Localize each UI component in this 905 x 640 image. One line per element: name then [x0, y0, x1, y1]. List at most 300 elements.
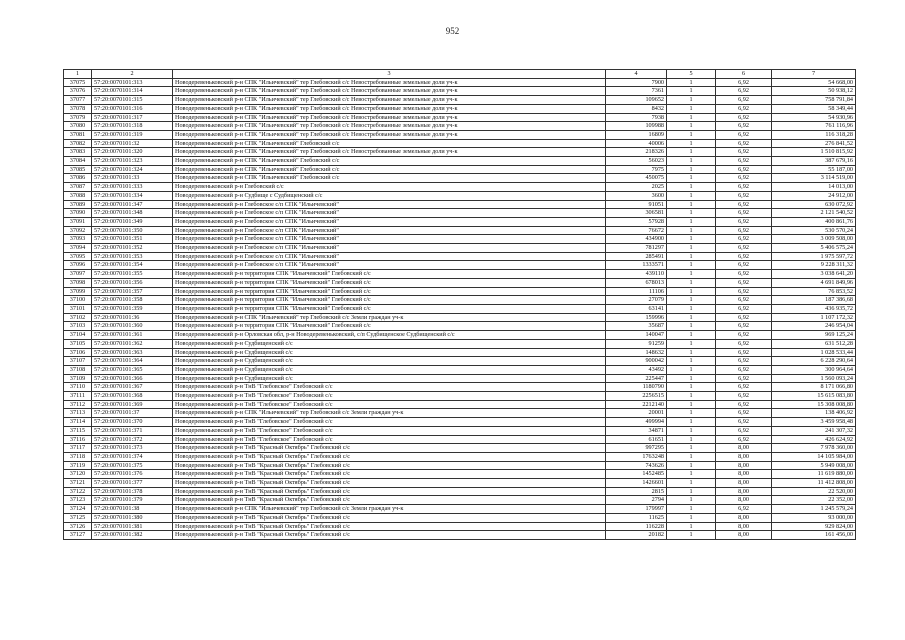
table-row: [64, 513, 856, 522]
row-number-cell: 37097: [64, 270, 92, 279]
cadastral-number-cell: 57:20:0070101:314: [92, 87, 173, 96]
area-cell: 16809: [606, 130, 667, 139]
table-row: [64, 313, 856, 322]
table-row: [64, 217, 856, 226]
cadastral-number-cell: 57:20:0070101:368: [92, 392, 173, 401]
share-cell: 1: [667, 374, 716, 383]
row-number-cell: 37087: [64, 183, 92, 192]
area-cell: 11106: [606, 287, 667, 296]
cadastral-number-cell: 57:20:0070101:324: [92, 165, 173, 174]
share-cell: 1: [667, 348, 716, 357]
cadastral-number-cell: 57:20:0070101:369: [92, 400, 173, 409]
value-cell: 246 954,04: [772, 322, 856, 331]
row-number-cell: 37093: [64, 235, 92, 244]
row-number-cell: 37116: [64, 435, 92, 444]
value-cell: 969 125,24: [772, 331, 856, 340]
rate-cell: 8,00: [716, 487, 772, 496]
cadastral-number-cell: 57:20:0070101:323: [92, 157, 173, 166]
value-cell: 276 841,52: [772, 139, 856, 148]
table-row: [64, 322, 856, 331]
area-cell: 781297: [606, 244, 667, 253]
value-cell: 1 107 172,32: [772, 313, 856, 322]
cadastral-number-cell: 57:20:0070101:356: [92, 278, 173, 287]
column-number-header: 5: [667, 70, 716, 79]
area-cell: 900042: [606, 357, 667, 366]
share-cell: 1: [667, 104, 716, 113]
value-cell: 5 406 575,24: [772, 244, 856, 253]
address-cell: Новодеревеньковский р-н ТнВ "Красный Октябрь" Глебовский с/с: [173, 487, 606, 496]
value-cell: 93 000,00: [772, 513, 856, 522]
table-row: [64, 331, 856, 340]
table-row: [64, 479, 856, 488]
row-number-cell: 37113: [64, 409, 92, 418]
share-cell: 1: [667, 252, 716, 261]
table-row: [64, 452, 856, 461]
value-cell: 1 510 815,92: [772, 148, 856, 157]
address-cell: Новодеревеньковский р-н Глебовский с/с: [173, 183, 606, 192]
rate-cell: 6,92: [716, 348, 772, 357]
table-row: [64, 261, 856, 270]
cadastral-number-cell: 57:20:0070101:313: [92, 78, 173, 87]
table-row: [64, 444, 856, 453]
row-number-cell: 37098: [64, 278, 92, 287]
cadastral-number-cell: 57:20:0070101:367: [92, 383, 173, 392]
column-number-row: [64, 70, 856, 79]
address-cell: Новодеревеньковский р-н СПК "Ильичевский" тер Глебовский с/с Земли граждан уч-к: [173, 313, 606, 322]
table-row: [64, 496, 856, 505]
address-cell: Новодеревеньковский р-н ТнВ "Глебовское" Глебовский с/с: [173, 435, 606, 444]
table-row: [64, 531, 856, 540]
address-cell: Новодеревеньковский р-н СПК "Ильичевский" тер Глебовский с/с Земли граждан уч-к: [173, 505, 606, 514]
row-number-cell: 37091: [64, 217, 92, 226]
row-number-cell: 37089: [64, 200, 92, 209]
share-cell: 1: [667, 96, 716, 105]
share-cell: 1: [667, 479, 716, 488]
value-cell: 4 691 849,96: [772, 278, 856, 287]
area-cell: 109652: [606, 96, 667, 105]
column-number-header: 6: [716, 70, 772, 79]
share-cell: 1: [667, 418, 716, 427]
table-row: [64, 357, 856, 366]
area-cell: 35687: [606, 322, 667, 331]
row-number-cell: 37115: [64, 426, 92, 435]
table-row: [64, 78, 856, 87]
table-row: [64, 165, 856, 174]
share-cell: 1: [667, 209, 716, 218]
rate-cell: 6,92: [716, 113, 772, 122]
row-number-cell: 37123: [64, 496, 92, 505]
rate-cell: 6,92: [716, 209, 772, 218]
value-cell: 14 105 984,00: [772, 452, 856, 461]
value-cell: 24 912,00: [772, 191, 856, 200]
column-number-header: 3: [173, 70, 606, 79]
area-cell: 27079: [606, 296, 667, 305]
area-cell: 91259: [606, 339, 667, 348]
cadastral-number-cell: 57:20:0070101:364: [92, 357, 173, 366]
area-cell: 225447: [606, 374, 667, 383]
row-number-cell: 37102: [64, 313, 92, 322]
address-cell: Новодеревеньковский р-н территория СПК "Ильичевский" Глебовский с/с: [173, 287, 606, 296]
area-cell: 1180790: [606, 383, 667, 392]
address-cell: Новодеревеньковский р-н Глебовское с/п СПК "Ильичевский": [173, 209, 606, 218]
share-cell: 1: [667, 452, 716, 461]
rate-cell: 6,92: [716, 374, 772, 383]
value-cell: 300 964,64: [772, 365, 856, 374]
row-number-cell: 37096: [64, 261, 92, 270]
area-cell: 2025: [606, 183, 667, 192]
table-row: [64, 191, 856, 200]
area-cell: 8432: [606, 104, 667, 113]
rate-cell: 6,92: [716, 313, 772, 322]
row-number-cell: 37092: [64, 226, 92, 235]
row-number-cell: 37103: [64, 322, 92, 331]
row-number-cell: 37080: [64, 122, 92, 131]
share-cell: 1: [667, 470, 716, 479]
area-cell: 20182: [606, 531, 667, 540]
value-cell: 9 228 311,32: [772, 261, 856, 270]
share-cell: 1: [667, 531, 716, 540]
rate-cell: 6,92: [716, 104, 772, 113]
address-cell: Новодеревеньковский р-н ТнВ "Красный Октябрь" Глебовский с/с: [173, 479, 606, 488]
value-cell: 758 791,84: [772, 96, 856, 105]
share-cell: 1: [667, 339, 716, 348]
area-cell: 1452485: [606, 470, 667, 479]
rate-cell: 6,92: [716, 339, 772, 348]
rate-cell: 8,00: [716, 444, 772, 453]
value-cell: 426 624,92: [772, 435, 856, 444]
value-cell: 2 121 540,52: [772, 209, 856, 218]
share-cell: 1: [667, 426, 716, 435]
value-cell: 3 459 958,48: [772, 418, 856, 427]
value-cell: 15 615 083,80: [772, 392, 856, 401]
table-row: [64, 104, 856, 113]
value-cell: 187 386,68: [772, 296, 856, 305]
address-cell: Новодеревеньковский р-н Глебовское с/п СПК "Ильичевский": [173, 252, 606, 261]
table-row: [64, 174, 856, 183]
rate-cell: 6,92: [716, 183, 772, 192]
row-number-cell: 37106: [64, 348, 92, 357]
table-row: [64, 383, 856, 392]
cadastral-number-cell: 57:20:0070101:376: [92, 470, 173, 479]
area-cell: 2212140: [606, 400, 667, 409]
cadastral-number-cell: 57:20:0070101:379: [92, 496, 173, 505]
table-row: [64, 418, 856, 427]
value-cell: 3 009 508,00: [772, 235, 856, 244]
address-cell: Новодеревеньковский р-н ТнВ "Красный Октябрь" Глебовский с/с: [173, 461, 606, 470]
column-number-header: 2: [92, 70, 173, 79]
share-cell: 1: [667, 183, 716, 192]
address-cell: Новодеревеньковский р-н Судбищенский с/с: [173, 357, 606, 366]
rate-cell: 8,00: [716, 470, 772, 479]
area-cell: 285491: [606, 252, 667, 261]
rate-cell: 6,92: [716, 418, 772, 427]
share-cell: 1: [667, 113, 716, 122]
row-number-cell: 37112: [64, 400, 92, 409]
table-row: [64, 348, 856, 357]
table-row: [64, 287, 856, 296]
address-cell: Новодеревеньковский р-н СПК "Ильичевский" тер Глебовский с/с Земли граждан уч-к: [173, 409, 606, 418]
page-number: 952: [445, 26, 460, 36]
rate-cell: 8,00: [716, 452, 772, 461]
rate-cell: 6,92: [716, 130, 772, 139]
row-number-cell: 37125: [64, 513, 92, 522]
area-cell: 7361: [606, 87, 667, 96]
rate-cell: 6,92: [716, 331, 772, 340]
share-cell: 1: [667, 383, 716, 392]
row-number-cell: 37090: [64, 209, 92, 218]
area-cell: 20001: [606, 409, 667, 418]
share-cell: 1: [667, 505, 716, 514]
row-number-cell: 37118: [64, 452, 92, 461]
address-cell: Новодеревеньковский р-н ТнВ "Красный Октябрь" Глебовский с/с: [173, 522, 606, 531]
table-row: [64, 235, 856, 244]
cadastral-number-cell: 57:20:0070101:380: [92, 513, 173, 522]
table-row: [64, 296, 856, 305]
rate-cell: 8,00: [716, 522, 772, 531]
table-row: [64, 409, 856, 418]
row-number-cell: 37081: [64, 130, 92, 139]
address-cell: Новодеревеньковский р-н ТнВ "Красный Октябрь" Глебовский с/с: [173, 470, 606, 479]
row-number-cell: 37111: [64, 392, 92, 401]
rate-cell: 6,92: [716, 165, 772, 174]
cadastral-number-cell: 57:20:0070101:372: [92, 435, 173, 444]
area-cell: 11625: [606, 513, 667, 522]
share-cell: 1: [667, 157, 716, 166]
share-cell: 1: [667, 244, 716, 253]
share-cell: 1: [667, 122, 716, 131]
rate-cell: 6,92: [716, 287, 772, 296]
row-number-cell: 37114: [64, 418, 92, 427]
table-row: [64, 270, 856, 279]
table-row: [64, 461, 856, 470]
address-cell: Новодеревеньковский р-н ТнВ "Красный Октябрь" Глебовский с/с: [173, 513, 606, 522]
address-cell: Новодеревеньковский р-н Глебовское с/п СПК "Ильичевский": [173, 244, 606, 253]
cadastral-number-cell: 57:20:0070101:317: [92, 113, 173, 122]
rate-cell: 6,92: [716, 322, 772, 331]
cadastral-number-cell: 57:20:0070101:353: [92, 252, 173, 261]
rate-cell: 6,92: [716, 278, 772, 287]
value-cell: 400 861,76: [772, 217, 856, 226]
address-cell: Новодеревеньковский р-н СПК "Ильичевский" тер Глебовский с/с Невостребованные земельные доли уч-к: [173, 122, 606, 131]
cadastral-number-cell: 57:20:0070101:318: [92, 122, 173, 131]
row-number-cell: 37100: [64, 296, 92, 305]
row-number-cell: 37085: [64, 165, 92, 174]
share-cell: 1: [667, 217, 716, 226]
cadastral-number-cell: 57:20:0070101:36: [92, 313, 173, 322]
value-cell: 55 187,00: [772, 165, 856, 174]
value-cell: 15 308 008,80: [772, 400, 856, 409]
table-row: [64, 470, 856, 479]
cadastral-number-cell: 57:20:0070101:377: [92, 479, 173, 488]
address-cell: Новодеревеньковский р-н Глебовское с/п СПК "Ильичевский": [173, 235, 606, 244]
cadastral-number-cell: 57:20:0070101:315: [92, 96, 173, 105]
share-cell: 1: [667, 365, 716, 374]
rate-cell: 6,92: [716, 435, 772, 444]
table-row: [64, 139, 856, 148]
area-cell: 439110: [606, 270, 667, 279]
share-cell: 1: [667, 270, 716, 279]
share-cell: 1: [667, 226, 716, 235]
rate-cell: 6,92: [716, 200, 772, 209]
rate-cell: 6,92: [716, 304, 772, 313]
row-number-cell: 37124: [64, 505, 92, 514]
cadastral-number-cell: 57:20:0070101:360: [92, 322, 173, 331]
area-cell: 76672: [606, 226, 667, 235]
rate-cell: 6,92: [716, 409, 772, 418]
area-cell: 218326: [606, 148, 667, 157]
area-cell: 7938: [606, 113, 667, 122]
area-cell: 7975: [606, 165, 667, 174]
address-cell: Новодеревеньковский р-н ТнВ "Красный Октябрь" Глебовский с/с: [173, 444, 606, 453]
share-cell: 1: [667, 139, 716, 148]
address-cell: Новодеревеньковский р-н СПК "Ильичевский" тер Глебовский с/с Невостребованные земельные доли уч-к: [173, 87, 606, 96]
share-cell: 1: [667, 435, 716, 444]
area-cell: 179997: [606, 505, 667, 514]
row-number-cell: 37078: [64, 104, 92, 113]
cadastral-number-cell: 57:20:0070101:373: [92, 444, 173, 453]
value-cell: 1 028 533,44: [772, 348, 856, 357]
area-cell: 1763248: [606, 452, 667, 461]
table-body: [64, 78, 856, 539]
area-cell: 3600: [606, 191, 667, 200]
address-cell: Новодеревеньковский р-н ТнВ "Красный Октябрь" Глебовский с/с: [173, 496, 606, 505]
cadastral-number-cell: 57:20:0070101:358: [92, 296, 173, 305]
share-cell: 1: [667, 304, 716, 313]
share-cell: 1: [667, 392, 716, 401]
area-cell: 1333571: [606, 261, 667, 270]
cadastral-number-cell: 57:20:0070101:320: [92, 148, 173, 157]
cadastral-number-cell: 57:20:0070101:359: [92, 304, 173, 313]
address-cell: Новодеревеньковский р-н СПК "Ильичевский" Глебовский с/с: [173, 157, 606, 166]
value-cell: 436 935,72: [772, 304, 856, 313]
table-row: [64, 365, 856, 374]
row-number-cell: 37120: [64, 470, 92, 479]
cadastral-number-cell: 57:20:0070101:370: [92, 418, 173, 427]
row-number-cell: 37127: [64, 531, 92, 540]
area-cell: 1426601: [606, 479, 667, 488]
share-cell: 1: [667, 235, 716, 244]
column-number-header: 7: [772, 70, 856, 79]
table-row: [64, 339, 856, 348]
table-row: [64, 226, 856, 235]
value-cell: 50 938,12: [772, 87, 856, 96]
share-cell: 1: [667, 148, 716, 157]
table-row: [64, 426, 856, 435]
rate-cell: 6,92: [716, 296, 772, 305]
rate-cell: 6,92: [716, 235, 772, 244]
table-row: [64, 209, 856, 218]
table-row: [64, 157, 856, 166]
cadastral-number-cell: 57:20:0070101:375: [92, 461, 173, 470]
address-cell: Новодеревеньковский р-н территория СПК "Ильичевский" Глебовский с/с: [173, 322, 606, 331]
value-cell: 1 975 597,72: [772, 252, 856, 261]
value-cell: 116 318,28: [772, 130, 856, 139]
rate-cell: 6,92: [716, 261, 772, 270]
address-cell: Новодеревеньковский р-н Глебовское с/п СПК "Ильичевский": [173, 261, 606, 270]
address-cell: Новодеревеньковский р-н Судбищенский с/с: [173, 348, 606, 357]
table-row: [64, 200, 856, 209]
share-cell: 1: [667, 287, 716, 296]
table-row: [64, 400, 856, 409]
area-cell: 63141: [606, 304, 667, 313]
cadastral-number-cell: 57:20:0070101:374: [92, 452, 173, 461]
share-cell: 1: [667, 87, 716, 96]
share-cell: 1: [667, 444, 716, 453]
value-cell: 161 456,00: [772, 531, 856, 540]
cadastral-table-container: [63, 69, 856, 540]
cadastral-number-cell: 57:20:0070101:381: [92, 522, 173, 531]
rate-cell: 6,92: [716, 78, 772, 87]
rate-cell: 6,92: [716, 139, 772, 148]
area-cell: 997295: [606, 444, 667, 453]
value-cell: 14 013,00: [772, 183, 856, 192]
area-cell: 2794: [606, 496, 667, 505]
value-cell: 7 978 360,00: [772, 444, 856, 453]
row-number-cell: 37084: [64, 157, 92, 166]
column-number-header: 4: [606, 70, 667, 79]
rate-cell: 6,92: [716, 174, 772, 183]
value-cell: 3 038 641,20: [772, 270, 856, 279]
table-row: [64, 374, 856, 383]
value-cell: 630 072,92: [772, 200, 856, 209]
value-cell: 6 228 290,64: [772, 357, 856, 366]
table-row: [64, 244, 856, 253]
cadastral-number-cell: 57:20:0070101:350: [92, 226, 173, 235]
area-cell: 57928: [606, 217, 667, 226]
address-cell: Новодеревеньковский р-н территория СПК "Ильичевский" Глебовский с/с: [173, 270, 606, 279]
area-cell: 306581: [606, 209, 667, 218]
area-cell: 34871: [606, 426, 667, 435]
address-cell: Новодеревеньковский р-н Глебовское с/п СПК "Ильичевский": [173, 226, 606, 235]
share-cell: 1: [667, 261, 716, 270]
cadastral-number-cell: 57:20:0070101:382: [92, 531, 173, 540]
share-cell: 1: [667, 278, 716, 287]
cadastral-number-cell: 57:20:0070101:32: [92, 139, 173, 148]
share-cell: 1: [667, 496, 716, 505]
row-number-cell: 37094: [64, 244, 92, 253]
cadastral-number-cell: 57:20:0070101:38: [92, 505, 173, 514]
address-cell: Новодеревеньковский р-н ТнВ "Глебовское" Глебовский с/с: [173, 400, 606, 409]
share-cell: 1: [667, 461, 716, 470]
rate-cell: 8,00: [716, 479, 772, 488]
value-cell: 1 560 093,24: [772, 374, 856, 383]
row-number-cell: 37079: [64, 113, 92, 122]
address-cell: Новодеревеньковский р-н СПК "Ильичевский" тер Глебовский с/с Невостребованные земельные доли уч-к: [173, 104, 606, 113]
share-cell: 1: [667, 296, 716, 305]
table-row: [64, 96, 856, 105]
rate-cell: 6,92: [716, 400, 772, 409]
table-row: [64, 435, 856, 444]
area-cell: 109988: [606, 122, 667, 131]
row-number-cell: 37126: [64, 522, 92, 531]
rate-cell: 6,92: [716, 87, 772, 96]
value-cell: 11 619 880,00: [772, 470, 856, 479]
column-number-header: 1: [64, 70, 92, 79]
area-cell: 43492: [606, 365, 667, 374]
share-cell: 1: [667, 357, 716, 366]
value-cell: 138 406,92: [772, 409, 856, 418]
row-number-cell: 37077: [64, 96, 92, 105]
row-number-cell: 37104: [64, 331, 92, 340]
value-cell: 5 949 008,00: [772, 461, 856, 470]
value-cell: 631 512,28: [772, 339, 856, 348]
rate-cell: 6,92: [716, 244, 772, 253]
row-number-cell: 37082: [64, 139, 92, 148]
rate-cell: 6,92: [716, 252, 772, 261]
area-cell: 434900: [606, 235, 667, 244]
value-cell: 22 352,00: [772, 496, 856, 505]
rate-cell: 6,92: [716, 96, 772, 105]
